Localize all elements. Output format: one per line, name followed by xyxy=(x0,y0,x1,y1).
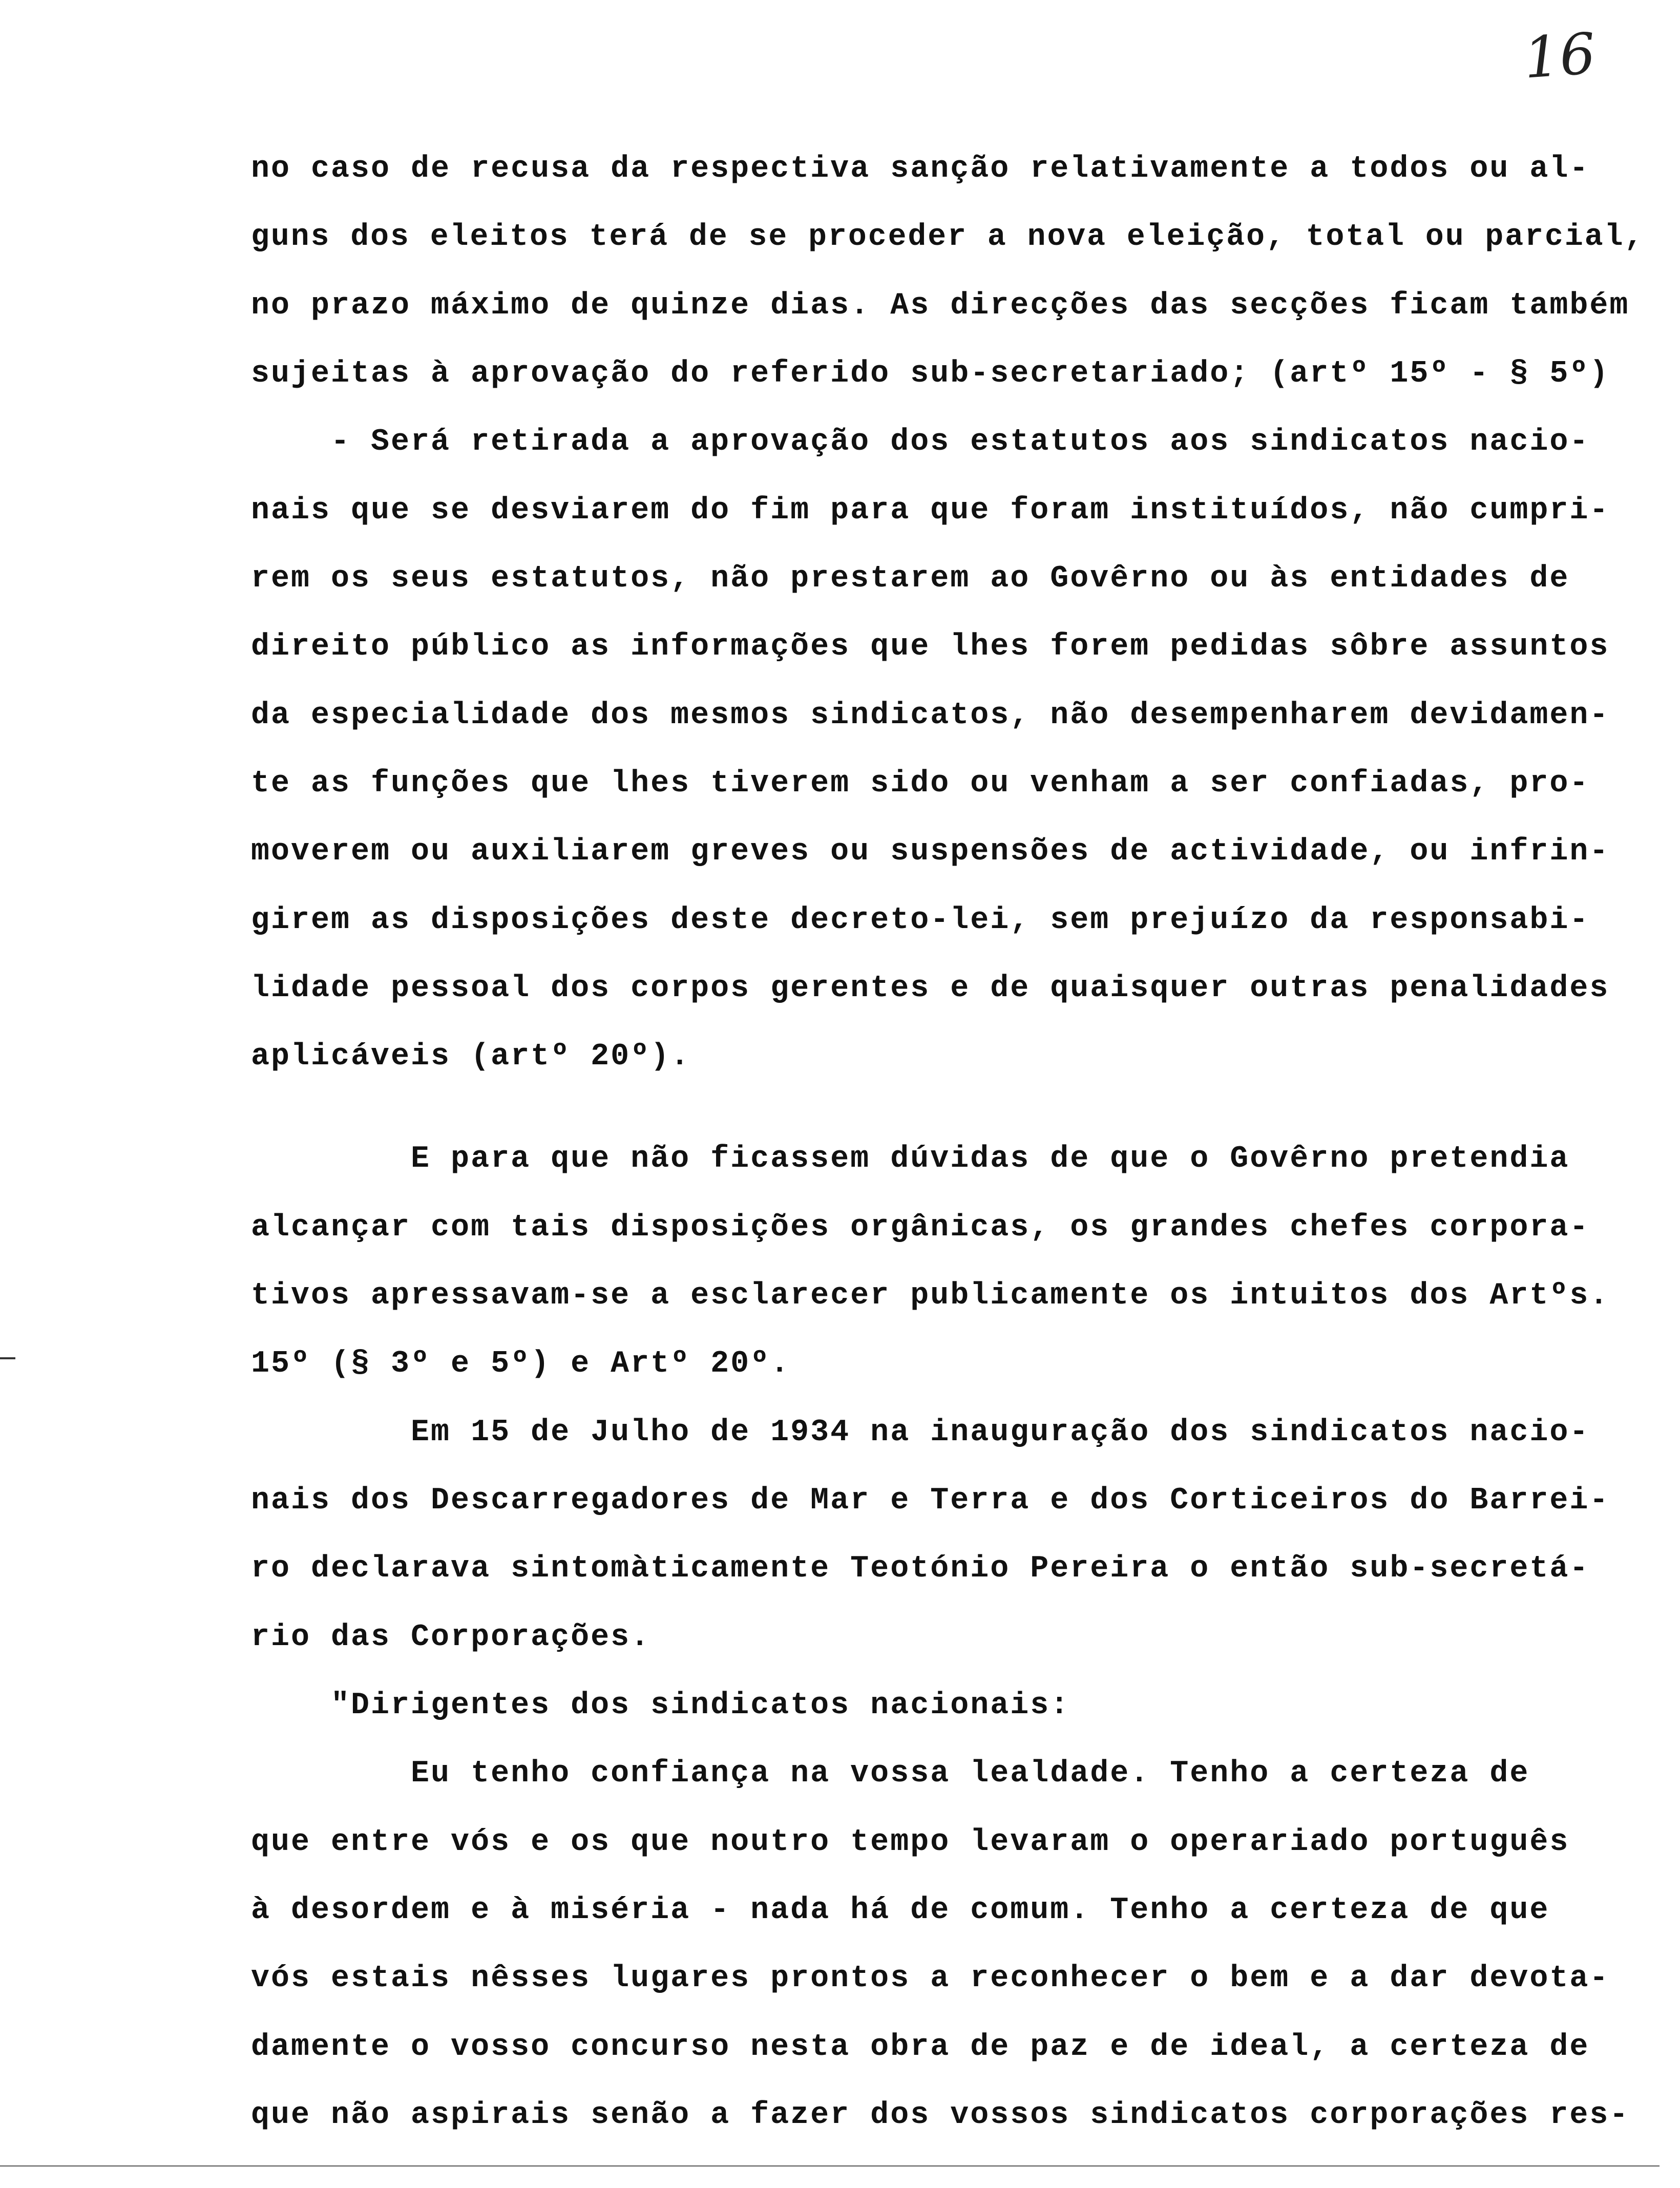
text-line: moverem ou auxiliarem greves ou suspensões de actividade, ou infrin- xyxy=(251,834,1610,869)
text-line: sujeitas à aprovação do referido sub-secretariado; (artº 15º - § 5º) xyxy=(251,356,1610,391)
text-line: guns dos eleitos terá de se proceder a nova eleição, total ou parcial, xyxy=(251,220,1645,255)
text-line: damente o vosso concurso nesta obra de paz e de ideal, a certeza de xyxy=(251,2030,1590,2065)
text-line: aplicáveis (artº 20º). xyxy=(251,1039,691,1074)
text-line: que entre vós e os que noutro tempo levaram o operariado português xyxy=(251,1825,1570,1860)
text-line: rem os seus estatutos, não prestarem ao Govêrno ou às entidades de xyxy=(251,561,1570,596)
text-line: Eu tenho confiança na vossa lealdade. Tenho a certeza de xyxy=(251,1756,1530,1791)
text-line: rio das Corporações. xyxy=(251,1620,651,1655)
text-line: nais dos Descarregadores de Mar e Terra e dos Corticeiros do Barrei- xyxy=(251,1483,1610,1518)
text-line: da especialidade dos mesmos sindicatos, não desempenharem devidamen- xyxy=(251,698,1610,733)
text-line: E para que não ficassem dúvidas de que o Govêrno pretendia xyxy=(251,1142,1570,1176)
text-line: direito público as informações que lhes forem pedidas sôbre assuntos xyxy=(251,629,1610,664)
text-line: - Será retirada a aprovação dos estatutos aos sindicatos nacio- xyxy=(251,425,1590,459)
text-line: Em 15 de Julho de 1934 na inauguração dos sindicatos nacio- xyxy=(251,1415,1590,1450)
text-line: "Dirigentes dos sindicatos nacionais: xyxy=(251,1688,1070,1723)
text-line: que não aspirais senão a fazer dos vossos sindicatos corporações res- xyxy=(251,2098,1630,2133)
text-line: 15º (§ 3º e 5º) e Artº 20º. xyxy=(251,1347,791,1381)
page-number: 16 xyxy=(1521,20,1598,91)
text-line: no caso de recusa da respectiva sanção relativamente a todos ou al- xyxy=(251,152,1590,186)
text-line: alcançar com tais disposições orgânicas, os grandes chefes corpora- xyxy=(251,1210,1590,1245)
text-line: girem as disposições deste decreto-lei, sem prejuízo da responsabi- xyxy=(251,903,1590,938)
text-line: nais que se desviarem do fim para que foram instituídos, não cumpri- xyxy=(251,493,1610,528)
margin-mark xyxy=(0,1357,15,1359)
text-line: lidade pessoal dos corpos gerentes e de quaisquer outras penalidades xyxy=(251,971,1610,1006)
text-line: ro declarava sintomàticamente Teotónio Pereira o então sub-secretá- xyxy=(251,1551,1590,1586)
text-line: te as funções que lhes tiverem sido ou venham a ser confiadas, pro- xyxy=(251,766,1590,801)
text-line: vós estais nêsses lugares prontos a reconhecer o bem e a dar devota- xyxy=(251,1961,1610,1996)
text-line: no prazo máximo de quinze dias. As direcções das secções ficam também xyxy=(251,288,1630,323)
text-line: à desordem e à miséria - nada há de comum. Tenho a certeza de que xyxy=(251,1893,1550,1928)
bottom-edge-line xyxy=(0,2165,1660,2166)
text-line: tivos apressavam-se a esclarecer publicamente os intuitos dos Artºs. xyxy=(251,1278,1610,1313)
